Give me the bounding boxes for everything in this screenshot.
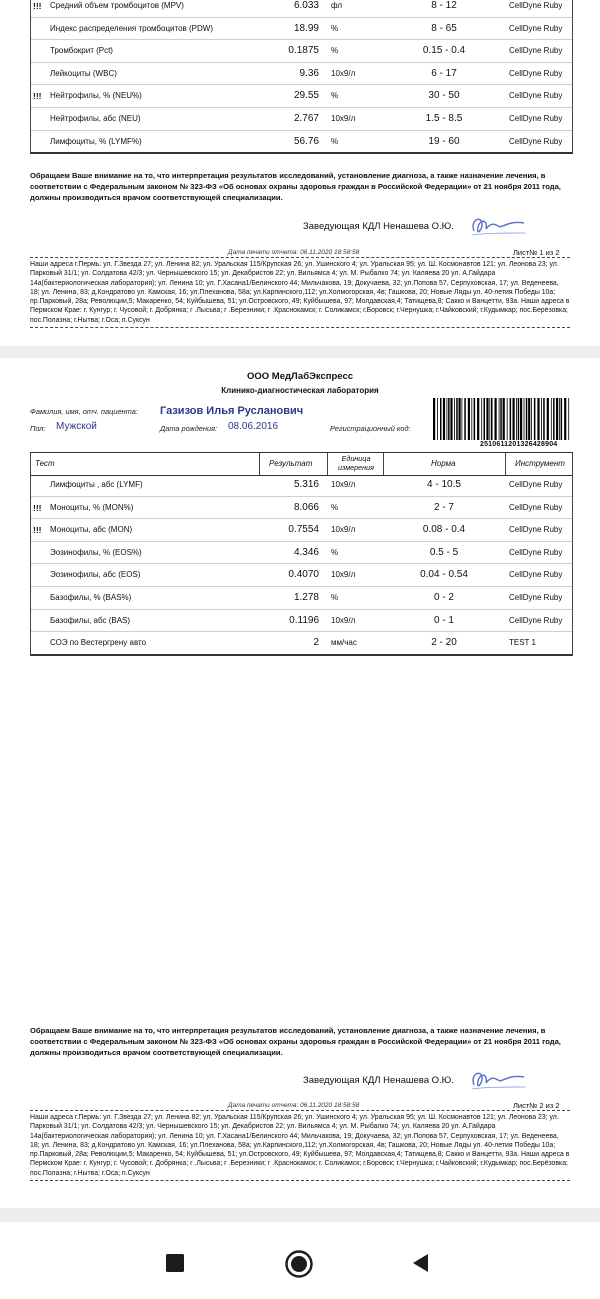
row-norm: 0.5 - 5 <box>429 546 459 558</box>
row-instrument: CellDyne Ruby <box>509 480 563 489</box>
table-row <box>31 18 572 41</box>
row-flag: !!! <box>33 525 42 536</box>
table-row <box>31 40 572 63</box>
table-row <box>31 0 572 18</box>
table-row <box>31 610 572 633</box>
disclaimer-notice-1: Обращаем Ваше внимание на то, что интерпретация результатов исследований, установление диагноза, а также назначение лечения, в соответствии с Федеральным законом № 323-ФЗ «Об основах охраны здоровья граждан в Российской Федерации» от 21 ноября 2011 года, должны производиться врачом соответствующей специализации. <box>30 171 561 202</box>
table-header <box>30 452 573 476</box>
col-norm: Норма <box>431 459 456 468</box>
row-result: 5.316 <box>293 479 319 490</box>
col-unit: Единица измерения <box>338 454 374 472</box>
lab-name: Клинико-диагностическая лаборатория <box>221 386 379 395</box>
row-instrument: CellDyne Ruby <box>509 1 563 10</box>
sheet-number-1: Лист№ 1 из 2 <box>513 248 560 257</box>
row-test-name: Базофилы, абс (BAS) <box>50 615 131 625</box>
row-norm: 30 - 50 <box>428 90 460 102</box>
row-norm: 0 - 1 <box>433 614 454 626</box>
row-instrument: CellDyne Ruby <box>509 570 563 580</box>
print-date-2: Дата печати отчета: 06.11.2020 18:58:58 <box>228 1102 360 1109</box>
row-instrument: CellDyne Ruby <box>509 46 563 56</box>
row-unit: % <box>331 46 339 56</box>
row-instrument: CellDyne Ruby <box>509 547 563 557</box>
page-separator <box>0 346 600 358</box>
row-test-name: Эозинофилы, % (EOS%) <box>50 547 142 557</box>
table-row <box>31 474 572 497</box>
addresses-block-2: Наши адреса г.Пермь: ул. Г.Звезда 27; ул. Ленина 82; ул. Уральская 115/Крупская 26; ул. Ушинского 4; ул. Уральская 95; ул. Ш. Космонавтов 121; ул. Леонова 23; ул. Парковый 31/1; ул. Солдатова 42/3; ул. Чернышевского 15; ул. Декабристов 22; ул. Вильямса 4; ул. М. Рыбалко 74; ул. Каляева 20 ул. А.Гайдара 14а(бактериологическая лаборатория); ул. Ленина 10; ул. Г.Хасана1/Белинского 44; Мильчакова, 19; Докучаева, 32; ул.Попова 57, Серпуховская, 17; ул. Веденеева, 18; ул. Ленина, 83; д.Кондратово ул. Камская, 16; ул.Плеханова, 58а; ул.Карпинского,112; ул.Холмогорская, 4в; Гашкова, 20; Новые Ляды ул. 40-летия Победы 10а; пр.Парковый, 28а; Революции,5; Макаренко, 54; Куйбышева, 51; ул.Островского, 49; Куйбышева, 97; Молдавская,4; Татищева,8; Сакко и Ванцетти, 93а. Наши адреса в Пермском Крае: г. Кунгур; г. Чусовой; г. Добрянка; г .Лысьва; г .Березники; г .Краснокамск; г. Соликамск; г.Боровск; г.Чернушка; г.Чайковский; г.Кудымкар; пос.Берёзовка; пос.Полазна; г.Нытва; г.Оса; п.Суксун <box>30 1110 570 1181</box>
patient-label: Фамилия, имя, отч. пациента: <box>30 407 138 416</box>
row-unit: % <box>331 592 339 602</box>
row-result: 0.1196 <box>289 614 319 626</box>
row-flag: !!! <box>33 1 42 11</box>
row-instrument: CellDyne Ruby <box>509 91 563 101</box>
table-row <box>31 63 572 86</box>
row-result: 1.278 <box>293 591 319 603</box>
row-unit: 10x9/л <box>331 570 356 580</box>
row-unit: % <box>331 502 339 512</box>
row-norm: 19 - 60 <box>428 135 460 147</box>
row-norm: 2 - 7 <box>433 501 454 513</box>
barcode-number: 2510611201326428904 <box>480 441 558 448</box>
table-row <box>31 131 572 155</box>
sex-label: Пол: <box>30 424 46 433</box>
navigation-bar <box>0 1222 600 1299</box>
results-table-page1 <box>30 0 573 154</box>
row-test-name: Базофилы, % (BAS%) <box>50 592 132 602</box>
table-row <box>31 497 572 520</box>
page-bottom-shadow <box>0 1208 600 1222</box>
row-test-name: Средний объем тромбоцитов (MPV) <box>50 1 184 10</box>
table-row <box>31 519 572 542</box>
row-test-name: Тромбокрит (Pct) <box>50 46 113 56</box>
row-result: 0.7554 <box>288 524 319 536</box>
barcode <box>433 398 571 440</box>
triangle-back-icon[interactable] <box>410 1252 432 1274</box>
row-test-name: Моноциты, % (MON%) <box>50 502 134 512</box>
row-result: 4.346 <box>293 546 319 558</box>
row-instrument: CellDyne Ruby <box>509 615 563 625</box>
reg-code-label: Регистрационный код: <box>330 424 411 433</box>
row-test-name: Нейтрофилы, абс (NEU) <box>50 113 141 123</box>
org-name: ООО МедЛабЭкспресс <box>246 371 354 382</box>
row-test-name: Лимфоциты, % (LYMF%) <box>50 136 142 146</box>
row-flag: !!! <box>33 91 42 102</box>
row-instrument: CellDyne Ruby <box>509 23 563 33</box>
table-row <box>31 85 572 108</box>
row-norm: 4 - 10.5 <box>427 479 461 490</box>
row-unit: мм/час <box>331 638 357 648</box>
row-result: 0.4070 <box>288 569 319 581</box>
row-instrument: CellDyne Ruby <box>509 502 563 512</box>
sheet-number-2: Лист№ 2 из 2 <box>513 1101 560 1110</box>
row-result: 18.99 <box>293 22 319 34</box>
circle-icon[interactable] <box>284 1249 314 1279</box>
row-unit: 10x9/л <box>331 480 356 489</box>
row-test-name: Моноциты, абс (MON) <box>50 525 133 535</box>
row-instrument: CellDyne Ruby <box>509 136 563 146</box>
row-unit: % <box>331 91 339 101</box>
col-instrument: Инструмент <box>515 459 565 468</box>
row-flag: !!! <box>33 502 42 513</box>
row-norm: 8 - 65 <box>431 22 457 34</box>
table-row <box>31 108 572 131</box>
row-instrument: CellDyne Ruby <box>509 113 563 123</box>
row-unit: % <box>331 23 339 33</box>
row-norm: 6 - 17 <box>431 67 457 79</box>
results-table-page2 <box>30 474 573 656</box>
row-unit: % <box>331 136 339 146</box>
row-test-name: Индекс распределения тромбоцитов (PDW) <box>50 23 214 33</box>
row-norm: 0.08 - 0.4 <box>422 524 466 536</box>
row-instrument: CellDyne Ruby <box>509 68 563 78</box>
row-result: 0.1875 <box>288 45 319 57</box>
disclaimer-notice-2: Обращаем Ваше внимание на то, что интерпретация результатов исследований, установление диагноза, а также назначение лечения, в соответствии с Федеральным законом № 323-ФЗ «Об основах охраны здоровья граждан в Российской Федерации» от 21 ноября 2011 года, должны производиться врачом соответствующей специализации. <box>30 1026 561 1057</box>
table-row <box>31 564 572 587</box>
table-row <box>31 542 572 565</box>
row-norm: 2 - 20 <box>431 637 457 649</box>
signature-image-1 <box>466 211 528 241</box>
table-row <box>31 587 572 610</box>
print-date-1: Дата печати отчета: 06.11.2020 18:58:58 <box>228 249 360 256</box>
col-result: Результат <box>269 459 313 468</box>
signature-label-2: Заведующая КДЛ Ненашева О.Ю. <box>303 1075 454 1086</box>
addresses-block-1: Наши адреса г.Пермь: ул. Г.Звезда 27; ул. Ленина 82; ул. Уральская 115/Крупская 26; ул. Ушинского 4; ул. Уральская 95; ул. Ш. Космонавтов 121; ул. Леонова 23; ул. Парковый 31/1; ул. Солдатова 42/3; ул. Чернышевского 15; ул. Декабристов 22; ул. Вильямса 4; ул. М. Рыбалко 74; ул. Каляева 20 ул. А.Гайдара 14а(бактериологическая лаборатория); ул. Ленина 10; ул. Г.Хасана1/Белинского 44; Мильчакова, 19; Докучаева, 32; ул.Попова 57, Серпуховская, 17; ул. Веденеева, 18; ул. Ленина, 83; д.Кондратово ул. Камская, 16; ул.Плеханова, 58а; ул.Карпинского,112; ул.Холмогорская, 4в; Гашкова, 20; Новые Ляды ул. 40-летия Победы 10а; пр.Парковый, 28а; Революции,5; Макаренко, 54; Куйбышева, 51; ул.Островского, 49; Куйбышева, 97; Молдавская,4; Татищева,8; Сакко и Ванцетти, 93а. Наши адреса в Пермском Крае: г. Кунгур; г. Чусовой; г. Добрянка; г .Лысьва; г .Березники; г .Краснокамск; г. Соликамск; г.Боровск; г.Чернушка; г.Чайковский; г.Кудымкар; пос.Берёзовка; пос.Полазна; г.Нытва; г.Оса; п.Суксун <box>30 257 570 328</box>
dob-value: 08.06.2016 <box>228 421 279 432</box>
row-unit: 10x9/л <box>331 615 356 625</box>
row-unit: 10x9/л <box>331 525 356 535</box>
row-test-name: Лимфоциты , абс (LYMF) <box>50 480 143 489</box>
row-result: 6.033 <box>293 0 319 11</box>
row-test-name: Лейкоциты (WBC) <box>50 68 117 78</box>
row-result: 9.36 <box>299 67 319 79</box>
row-result: 2.767 <box>293 112 319 124</box>
row-result: 56.76 <box>293 135 319 147</box>
row-unit: 10x9/л <box>331 68 356 78</box>
table-row <box>31 632 572 656</box>
row-unit: 10x9/л <box>331 113 356 123</box>
row-unit: фл <box>331 1 343 10</box>
patient-name: Газизов Илья Русланович <box>160 405 304 417</box>
row-norm: 1.5 - 8.5 <box>425 112 463 124</box>
row-norm: 0.04 - 0.54 <box>420 569 468 581</box>
row-test-name: Эозинофилы, абс (EOS) <box>50 570 141 580</box>
row-result: 8.066 <box>293 501 319 513</box>
dob-label: Дата рождения: <box>160 424 218 433</box>
row-norm: 0 - 2 <box>433 591 454 603</box>
row-result: 2 <box>313 637 319 649</box>
square-icon[interactable] <box>164 1252 186 1274</box>
signature-label-1: Заведующая КДЛ Ненашева О.Ю. <box>303 221 454 232</box>
col-test: Тест <box>35 459 55 468</box>
signature-image-2 <box>466 1065 528 1095</box>
row-instrument: CellDyne Ruby <box>509 592 563 602</box>
row-instrument: CellDyne Ruby <box>509 525 563 535</box>
sex-value: Мужской <box>56 421 97 432</box>
row-result: 29.55 <box>293 90 319 102</box>
row-test-name: Нейтрофилы, % (NEU%) <box>50 91 142 101</box>
row-instrument: TEST 1 <box>509 638 536 648</box>
row-test-name: СОЭ по Вестергрену авто <box>50 638 147 648</box>
row-norm: 0.15 - 0.4 <box>422 45 466 57</box>
row-unit: % <box>331 547 339 557</box>
row-norm: 8 - 12 <box>431 0 457 11</box>
